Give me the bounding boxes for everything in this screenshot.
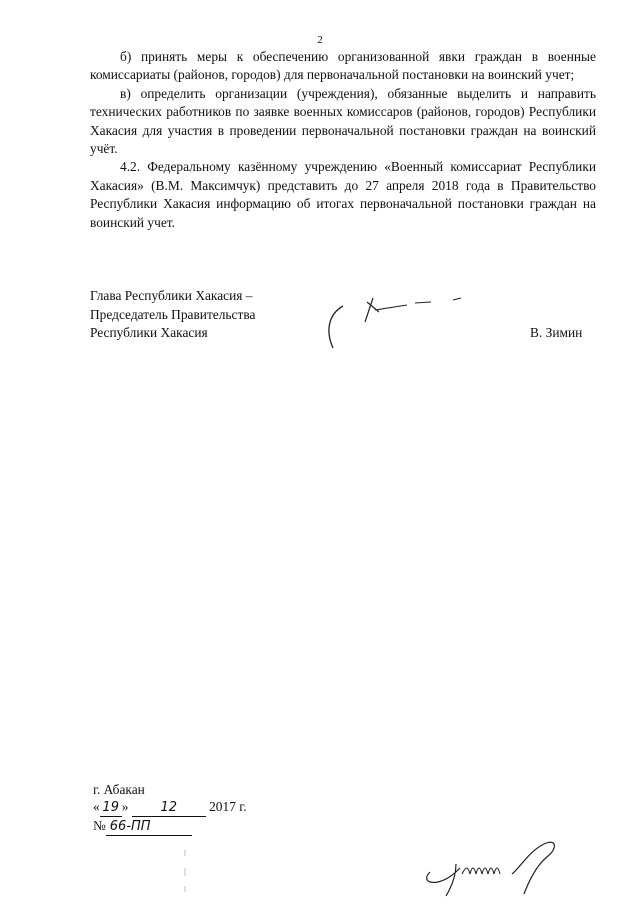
- paragraph-4-2: 4.2. Федеральному казённому учреждению «Военный комиссариат Республики Хакасия» (В.М. Максимчук) представить до 27 апреля 2018 года в Правительство Республики Хакасия информацию об итогах первоначальной постановки граждан на воинский учет.: [90, 159, 596, 230]
- document-footer: [93, 781, 247, 836]
- approval-signature-mark: [416, 838, 566, 903]
- date-day: 19: [100, 799, 122, 817]
- number-prefix: №: [93, 818, 106, 833]
- signer-title-line: Глава Республики Хакасия –: [90, 288, 253, 303]
- document-number: 66-ПП: [106, 818, 192, 836]
- city-label: г. Абакан: [93, 782, 145, 797]
- document-number-line: [93, 817, 247, 836]
- date-month: 12: [132, 799, 206, 817]
- paragraph-v: в) определить организации (учреждения), обязанные выделить и направить технических работников по заявке военных комиссаров (районов, городов) Республики Хакасия для участия в проведении первоначальной постановки граждан на воинский учёт.: [90, 85, 596, 157]
- date-year: 2017 г.: [209, 799, 247, 814]
- scan-artifact: [180, 850, 192, 900]
- document-body: [90, 48, 596, 232]
- date-line: « 19 » 12 2017 г.: [93, 799, 247, 815]
- signer-title-line: Республики Хакасия: [90, 325, 208, 340]
- paragraph-b: б) принять меры к обеспечению организованной явки граждан в военные комиссариаты (районов, городов) для первоначальной постановки на воинский учет;: [90, 49, 596, 83]
- page-number: 2: [317, 34, 323, 46]
- signer-name: В. Зимин: [530, 325, 583, 340]
- handwritten-signature: [315, 288, 475, 353]
- signer-title-line: Председатель Правительства: [90, 306, 256, 322]
